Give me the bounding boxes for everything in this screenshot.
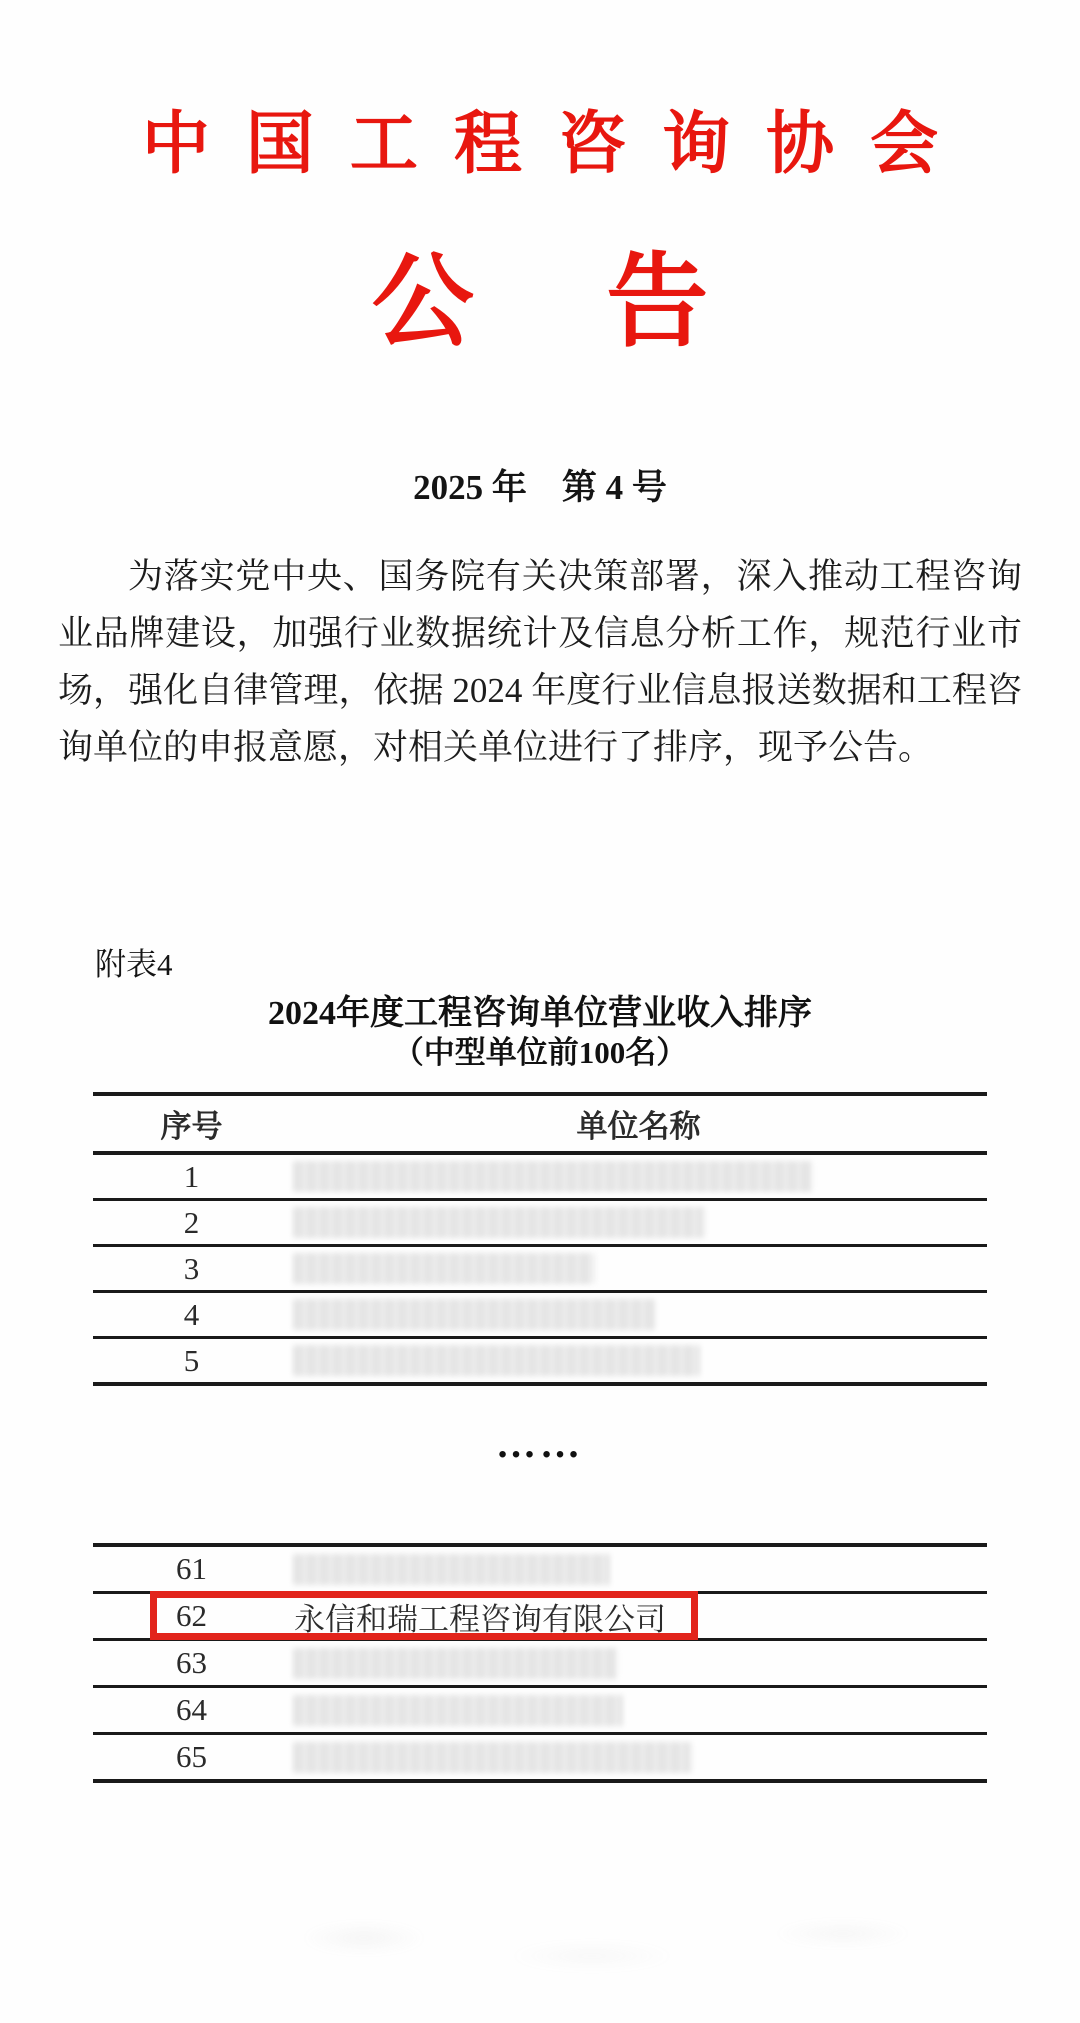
redacted-name <box>294 1207 704 1238</box>
redacted-name <box>294 1695 624 1726</box>
redacted-name <box>294 1253 594 1284</box>
appendix-label: 附表4 <box>95 947 173 982</box>
rank-cell: 63 <box>176 1645 207 1680</box>
name-cell <box>290 1742 987 1773</box>
redacted-name <box>294 1345 699 1376</box>
rank-cell: 65 <box>176 1739 207 1774</box>
rank-cell: 62 <box>176 1598 207 1633</box>
header-rank: 序号 <box>160 1109 223 1144</box>
ranking-table-top <box>93 1092 987 1386</box>
body-line: 业品牌建设，加强行业数据统计及信息分析工作，规范行业市 <box>58 614 1022 653</box>
company-name: 永信和瑞工程咨询有限公司 <box>294 1601 666 1637</box>
body-paragraph <box>58 548 1022 776</box>
header-company-name: 单位名称 <box>576 1109 701 1144</box>
name-cell <box>290 1253 987 1284</box>
redacted-name <box>294 1742 691 1773</box>
rank-cell: 3 <box>183 1250 200 1286</box>
name-cell <box>290 1594 987 1639</box>
name-cell <box>290 1299 987 1330</box>
scan-artifact <box>250 1902 1010 1992</box>
rank-cell: 64 <box>176 1692 207 1727</box>
rank-cell: 5 <box>183 1342 200 1378</box>
table-row <box>93 1293 987 1339</box>
name-cell <box>290 1554 987 1585</box>
rank-cell: 1 <box>183 1158 200 1194</box>
ranking-table-bottom <box>93 1543 987 1783</box>
table-subtitle: （中型单位前100名） <box>392 1035 688 1070</box>
table-row <box>93 1641 987 1688</box>
body-line: 场，强化自律管理，依据 2024 年度行业信息报送数据和工程咨 <box>58 671 1022 710</box>
document-type-heading: 公告 <box>371 247 841 360</box>
table-row <box>93 1688 987 1735</box>
name-cell <box>290 1207 987 1238</box>
name-cell <box>290 1648 987 1679</box>
body-line: 询单位的申报意愿，对相关单位进行了排序，现予公告。 <box>58 728 934 767</box>
ellipsis-separator: …… <box>496 1421 584 1466</box>
issue-number: 2025 年 第 4 号 <box>413 468 667 507</box>
table-row-highlighted <box>93 1594 987 1641</box>
name-cell <box>290 1345 987 1376</box>
rank-cell: 61 <box>176 1551 207 1586</box>
redacted-name <box>294 1161 814 1192</box>
name-cell <box>290 1161 987 1192</box>
redacted-name <box>294 1299 654 1330</box>
redacted-name <box>294 1554 611 1585</box>
table-title: 2024年度工程咨询单位营业收入排序 <box>268 995 812 1032</box>
organization-title: 中国工程咨询协会 <box>141 106 975 182</box>
table-row <box>93 1547 987 1594</box>
rank-cell: 2 <box>183 1204 200 1240</box>
name-cell <box>290 1695 987 1726</box>
redacted-name <box>294 1648 619 1679</box>
table-row <box>93 1735 987 1779</box>
table-row <box>93 1201 987 1247</box>
body-line: 为落实党中央、国务院有关决策部署，深入推动工程咨询 <box>128 557 1022 596</box>
table-header-row <box>93 1096 987 1155</box>
rank-cell: 4 <box>183 1296 200 1332</box>
table-row <box>93 1247 987 1293</box>
announcement-document <box>0 102 1080 2023</box>
table-row <box>93 1339 987 1382</box>
table-row <box>93 1155 987 1201</box>
